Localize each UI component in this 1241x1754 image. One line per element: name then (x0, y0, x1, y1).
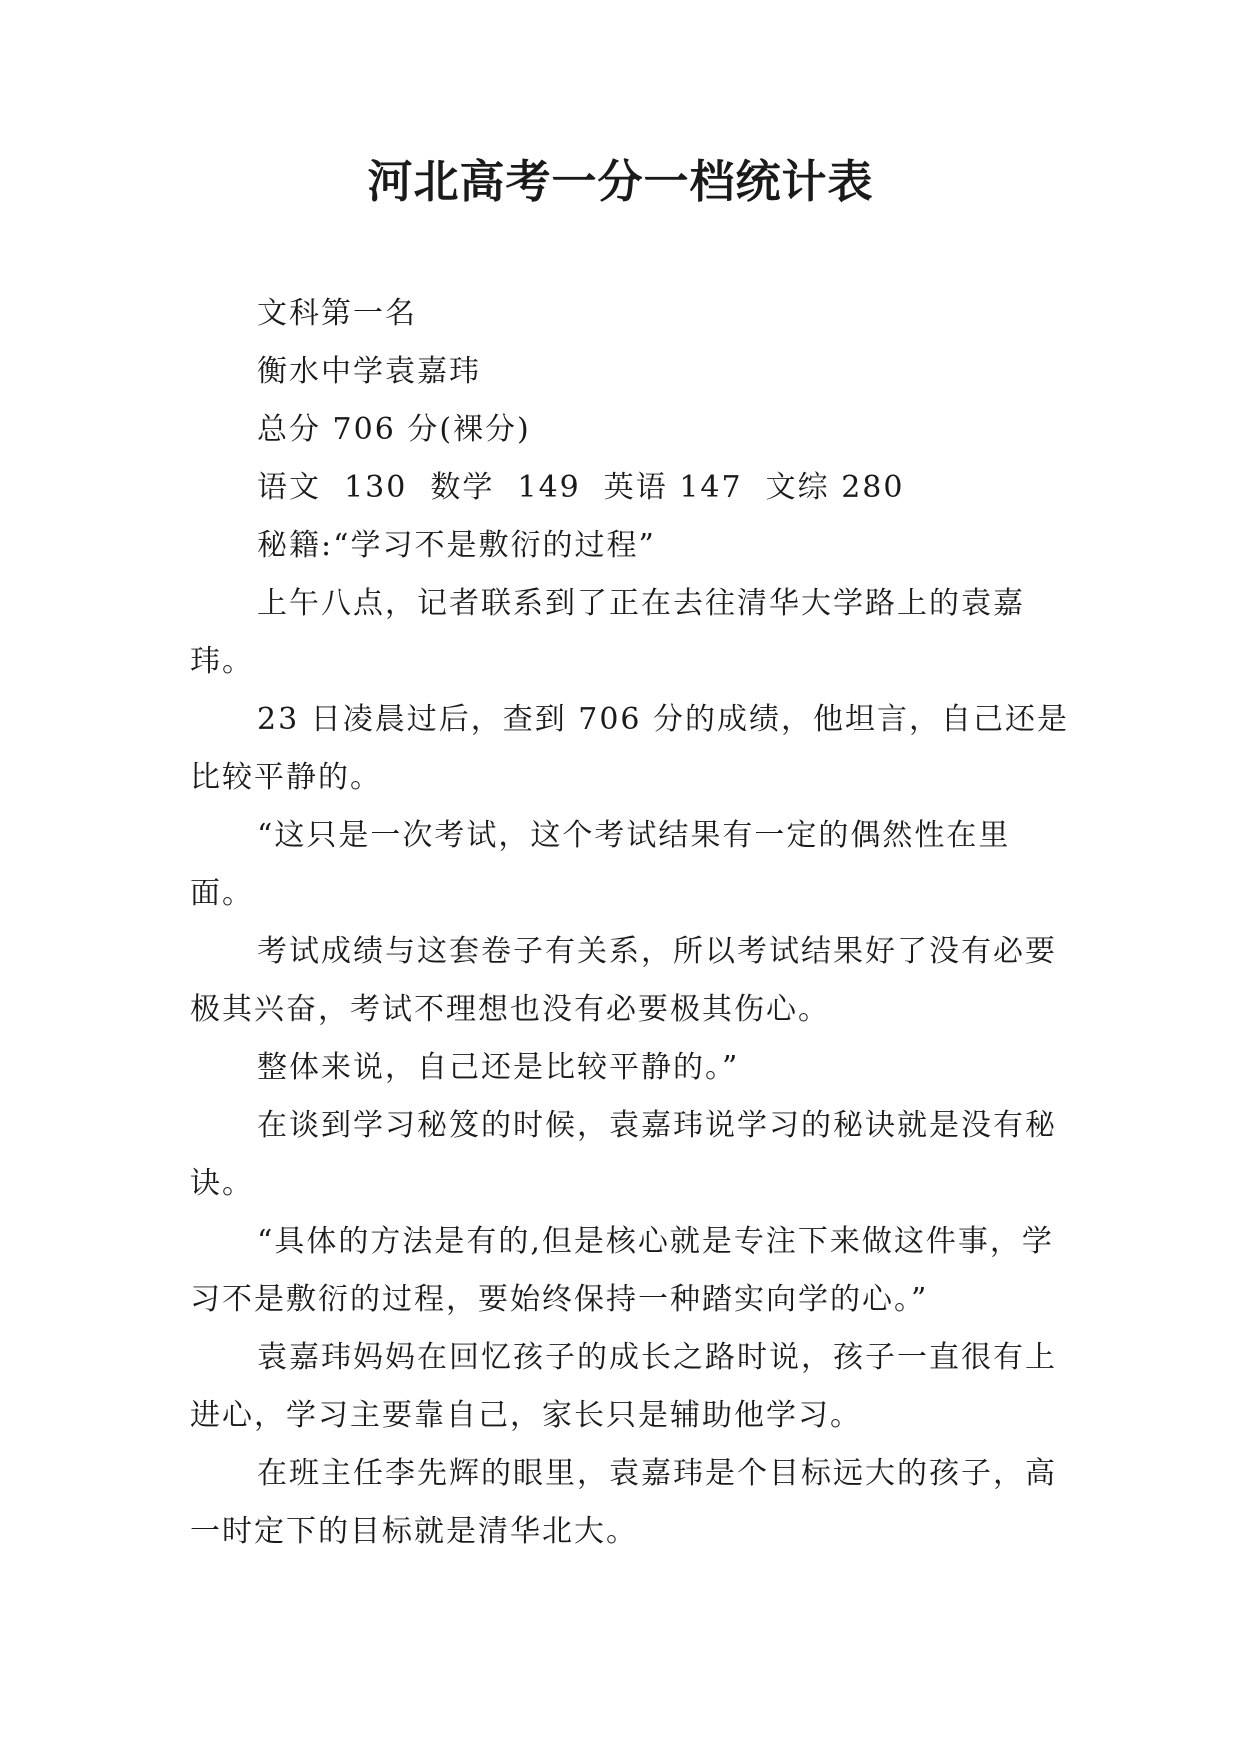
paragraph-total-score: 总分 706 分(裸分) (257, 412, 531, 447)
paragraph-rank: 文科第一名 (257, 296, 417, 331)
paragraph-body: 袁嘉玮妈妈在回忆孩子的成长之路时说，孩子一直很有上进心，学习主要靠自己，家长只是辅助他学习。 (190, 1340, 1057, 1433)
paragraph-school-name: 衡水中学袁嘉玮 (257, 354, 481, 389)
document-title: 河北高考一分一档统计表 (367, 155, 874, 208)
paragraph-secret: 秘籍:“学习不是敷衍的过程” (257, 528, 656, 563)
paragraph-body: 23 日凌晨过后，查到 706 分的成绩，他坦言，自己还是比较平静的。 (190, 702, 1070, 795)
paragraph-body: 在班主任李先辉的眼里，袁嘉玮是个目标远大的孩子，高一时定下的目标就是清华北大。 (190, 1456, 1057, 1549)
document-body (190, 285, 1070, 1561)
paragraph-body: “这只是一次考试，这个考试结果有一定的偶然性在里面。 (190, 818, 1011, 911)
paragraph-subject-scores: 语文 130 数学 149 英语 147 文综 280 (257, 470, 905, 505)
paragraph-body: 考试成绩与这套卷子有关系，所以考试结果好了没有必要极其兴奋，考试不理想也没有必要极其伤心。 (190, 934, 1057, 1027)
paragraph-body: 上午八点，记者联系到了正在去往清华大学路上的袁嘉玮。 (190, 586, 1025, 679)
paragraph-body: 在谈到学习秘笈的时候，袁嘉玮说学习的秘诀就是没有秘诀。 (190, 1108, 1057, 1201)
paragraph-body: “具体的方法是有的,但是核心就是专注下来做这件事，学习不是敷衍的过程，要始终保持一种踏实向学的心。” (190, 1224, 1054, 1317)
paragraph-body: 整体来说，自己还是比较平静的。” (257, 1050, 740, 1085)
